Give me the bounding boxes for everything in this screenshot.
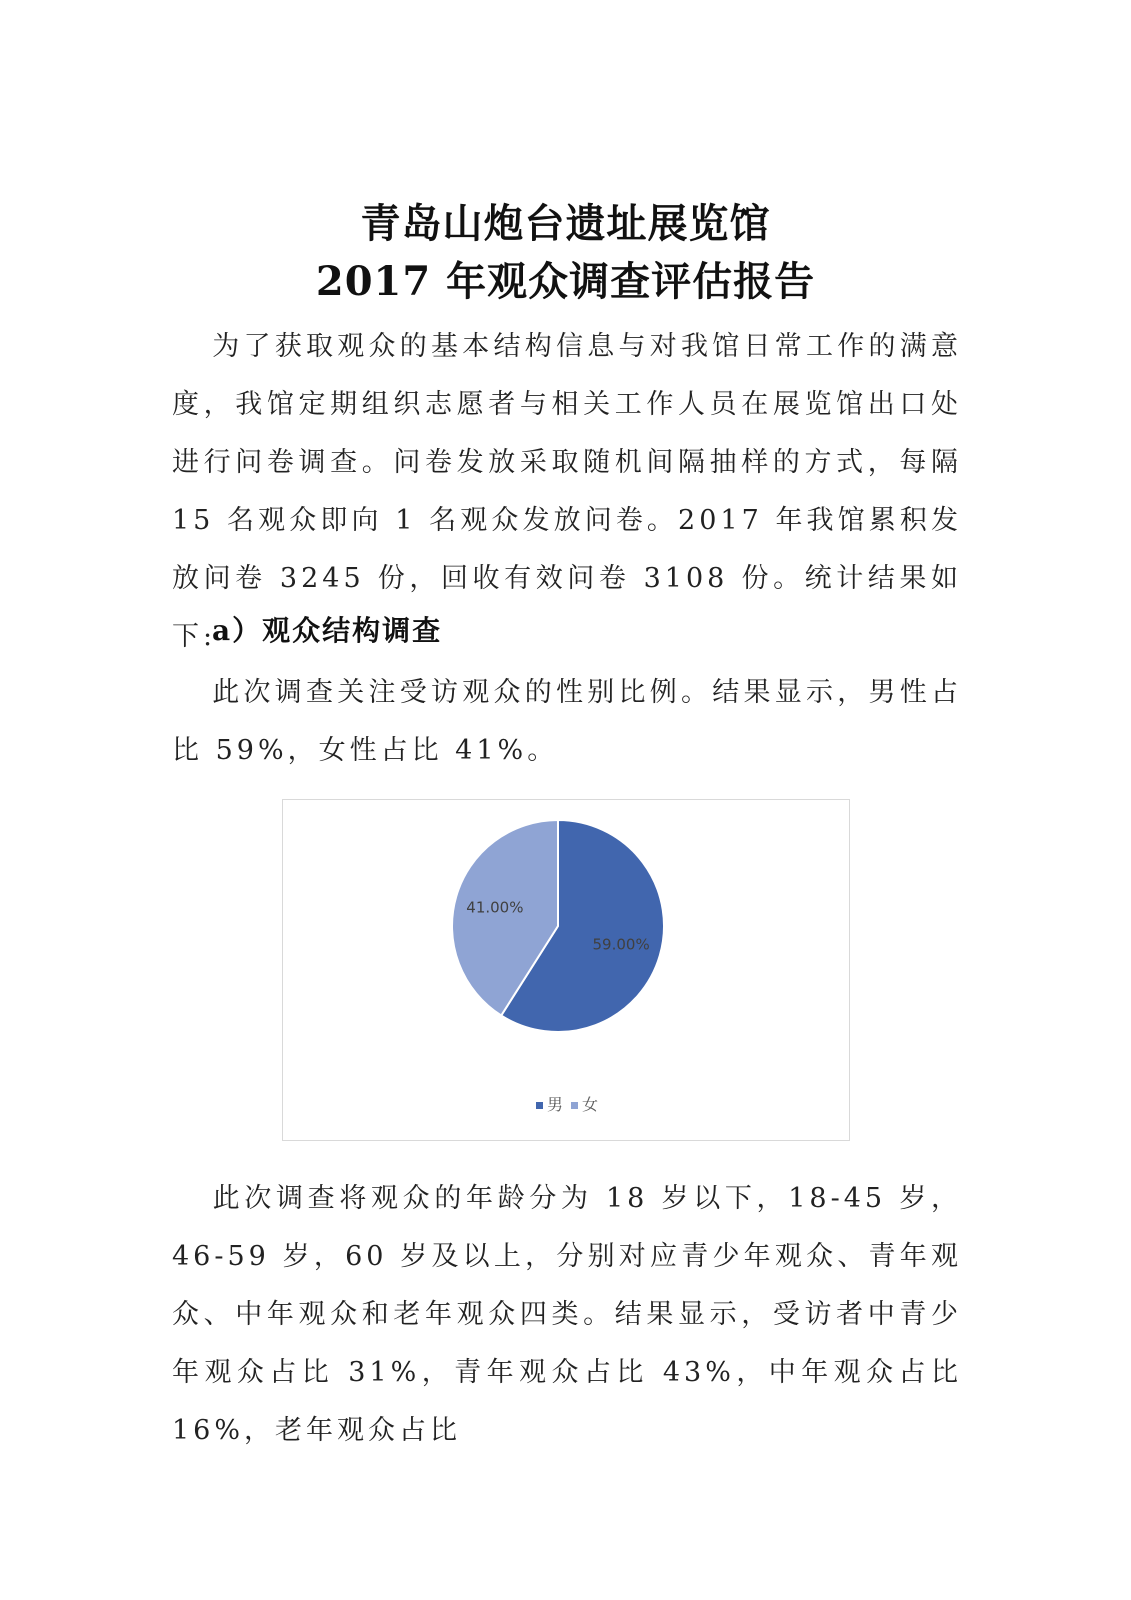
legend-item-female: [571, 1092, 598, 1115]
pie-chart-svg: [283, 800, 849, 1140]
gender-pie-chart: [282, 799, 850, 1141]
section-a-heading: a）观众结构调查: [212, 614, 443, 647]
legend-item-male: [536, 1092, 563, 1115]
age-paragraph-text: 此次调查将观众的年龄分为 18 岁以下，18-45 岁，46-59 岁，60 岁及以上，分别对应青少年观众、青年观众、中年观众和老年观众四类。结果显示，受访者中青少年观众占比 31%，青年观众占比 43%，中年观众占比 16%，老年观众占比: [172, 1183, 962, 1446]
gender-paragraph: [172, 664, 962, 780]
document-title-line2: 2017 年观众调查评估报告: [315, 258, 816, 305]
legend-swatch-icon: [536, 1102, 543, 1109]
pie-data-label-female: 41.00%: [466, 898, 524, 917]
legend-label: 男: [546, 1095, 563, 1114]
pie-data-label-male: 59.00%: [592, 935, 650, 954]
document-title-line1: 青岛山炮台遗址展览馆: [360, 200, 771, 247]
legend-label: 女: [582, 1095, 599, 1114]
gender-paragraph-text: 此次调查关注受访观众的性别比例。结果显示，男性占比 59%，女性占比 41%。: [172, 677, 962, 766]
chart-legend: [283, 1092, 851, 1115]
intro-paragraph-text: 为了获取观众的基本结构信息与对我馆日常工作的满意度，我馆定期组织志愿者与相关工作人员在展览馆出口处进行问卷调查。问卷发放采取随机间隔抽样的方式，每隔 15 名观众即向 1 名观众发放问卷。2017 年我馆累积发放问卷 3245 份，回收有效问卷 3108 份。统计结果如下:: [172, 331, 962, 652]
legend-swatch-icon: [571, 1102, 578, 1109]
age-paragraph: [172, 1170, 962, 1460]
